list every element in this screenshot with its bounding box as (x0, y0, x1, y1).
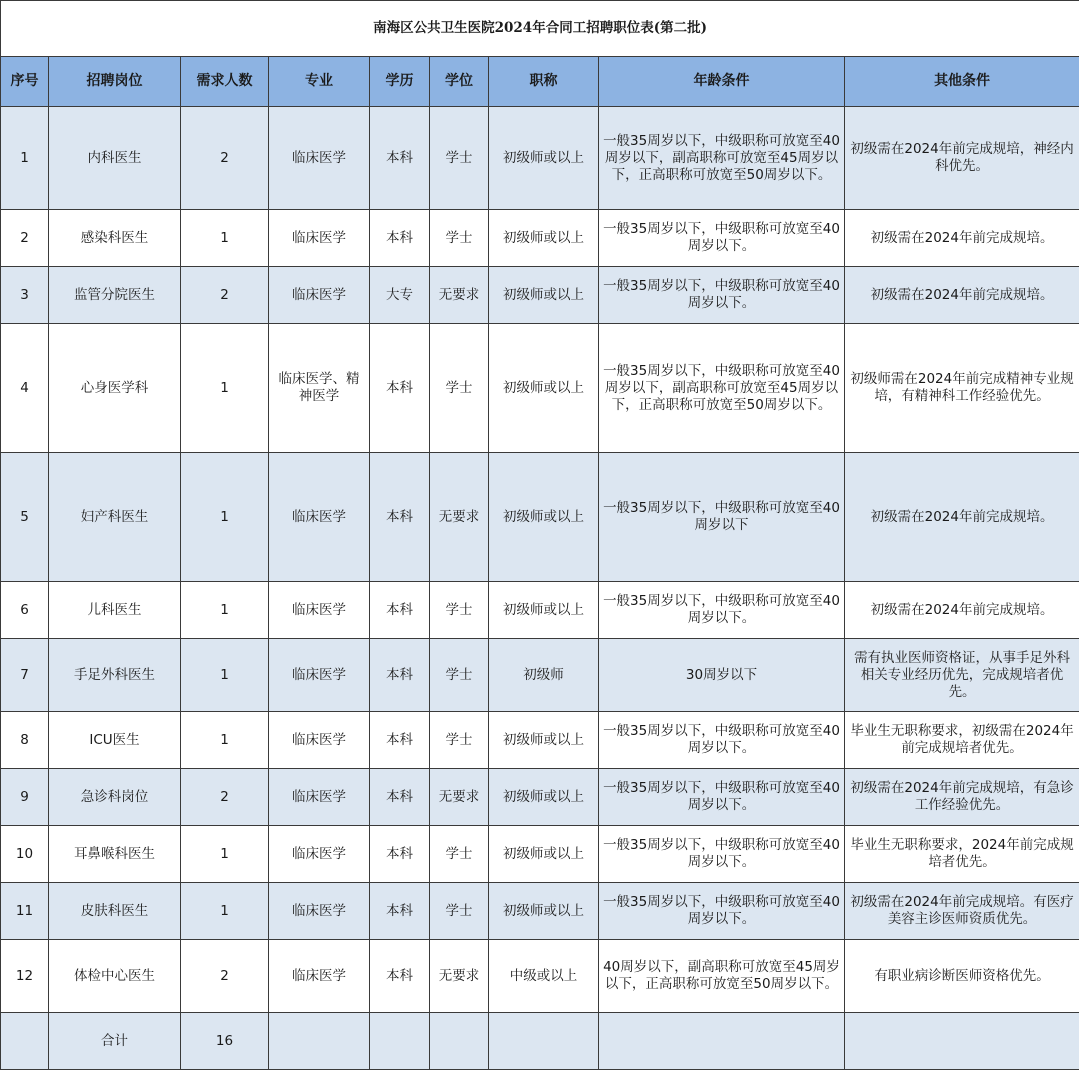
cell-post: ICU医生 (49, 712, 181, 769)
cell-major: 临床医学 (269, 107, 370, 210)
cell-other: 毕业生无职称要求，2024年前完成规培者优先。 (845, 826, 1079, 883)
cell-title: 初级师或以上 (489, 324, 599, 453)
total-empty-no (1, 1013, 49, 1070)
cell-age: 40周岁以下，副高职称可放宽至45周岁以下，正高职称可放宽至50周岁以下。 (599, 940, 845, 1013)
cell-post: 感染科医生 (49, 210, 181, 267)
cell-education: 本科 (370, 769, 430, 826)
cell-major: 临床医学 (269, 582, 370, 639)
cell-count: 1 (181, 639, 269, 712)
cell-count: 1 (181, 712, 269, 769)
cell-no: 12 (1, 940, 49, 1013)
cell-education: 本科 (370, 940, 430, 1013)
cell-other: 初级需在2024年前完成规培。有医疗美容主诊医师资质优先。 (845, 883, 1079, 940)
cell-other: 初级需在2024年前完成规培，神经内科优先。 (845, 107, 1079, 210)
cell-major: 临床医学 (269, 940, 370, 1013)
cell-other: 初级需在2024年前完成规培。 (845, 267, 1079, 324)
total-empty (599, 1013, 845, 1070)
cell-no: 9 (1, 769, 49, 826)
cell-degree: 学士 (430, 712, 489, 769)
header-other: 其他条件 (845, 57, 1079, 107)
total-label: 合计 (49, 1013, 181, 1070)
cell-degree: 学士 (430, 210, 489, 267)
table-row (1, 453, 1079, 582)
cell-title: 初级师或以上 (489, 453, 599, 582)
header-education: 学历 (370, 57, 430, 107)
header-age: 年龄条件 (599, 57, 845, 107)
cell-title: 初级师或以上 (489, 769, 599, 826)
cell-count: 2 (181, 940, 269, 1013)
cell-post: 体检中心医生 (49, 940, 181, 1013)
cell-no: 7 (1, 639, 49, 712)
cell-age: 一般35周岁以下，中级职称可放宽至40周岁以下。 (599, 712, 845, 769)
title-row (1, 1, 1079, 57)
cell-title: 初级师或以上 (489, 267, 599, 324)
cell-title: 初级师或以上 (489, 712, 599, 769)
table-row (1, 582, 1079, 639)
table-row (1, 639, 1079, 712)
header-title: 职称 (489, 57, 599, 107)
cell-degree: 学士 (430, 107, 489, 210)
cell-count: 1 (181, 210, 269, 267)
cell-post: 手足外科医生 (49, 639, 181, 712)
cell-age: 一般35周岁以下，中级职称可放宽至40周岁以下。 (599, 210, 845, 267)
table-row (1, 769, 1079, 826)
cell-major: 临床医学 (269, 769, 370, 826)
cell-major: 临床医学 (269, 267, 370, 324)
cell-education: 本科 (370, 826, 430, 883)
cell-no: 2 (1, 210, 49, 267)
cell-education: 本科 (370, 582, 430, 639)
cell-title: 初级师或以上 (489, 210, 599, 267)
cell-count: 1 (181, 582, 269, 639)
cell-post: 妇产科医生 (49, 453, 181, 582)
cell-education: 本科 (370, 453, 430, 582)
cell-post: 内科医生 (49, 107, 181, 210)
cell-education: 本科 (370, 107, 430, 210)
table-row (1, 712, 1079, 769)
cell-major: 临床医学 (269, 453, 370, 582)
table-title: 南海区公共卫生医院2024年合同工招聘职位表(第二批) (1, 1, 1079, 57)
cell-no: 11 (1, 883, 49, 940)
cell-age: 一般35周岁以下，中级职称可放宽至40周岁以下，副高职称可放宽至45周岁以下，正高职称可放宽至50周岁以下。 (599, 107, 845, 210)
cell-age: 一般35周岁以下，中级职称可放宽至40周岁以下。 (599, 582, 845, 639)
cell-degree: 学士 (430, 582, 489, 639)
cell-major: 临床医学 (269, 826, 370, 883)
cell-no: 3 (1, 267, 49, 324)
total-empty (430, 1013, 489, 1070)
cell-title: 初级师或以上 (489, 826, 599, 883)
header-count: 需求人数 (181, 57, 269, 107)
cell-age: 一般35周岁以下，中级职称可放宽至40周岁以下 (599, 453, 845, 582)
cell-count: 1 (181, 826, 269, 883)
cell-degree: 学士 (430, 883, 489, 940)
cell-education: 本科 (370, 210, 430, 267)
table-row (1, 210, 1079, 267)
cell-major: 临床医学、精神医学 (269, 324, 370, 453)
cell-post: 急诊科岗位 (49, 769, 181, 826)
cell-age: 一般35周岁以下，中级职称可放宽至40周岁以下。 (599, 769, 845, 826)
cell-count: 2 (181, 769, 269, 826)
table-row (1, 826, 1079, 883)
cell-no: 1 (1, 107, 49, 210)
cell-degree: 学士 (430, 324, 489, 453)
cell-count: 1 (181, 883, 269, 940)
header-major: 专业 (269, 57, 370, 107)
cell-no: 10 (1, 826, 49, 883)
cell-count: 1 (181, 324, 269, 453)
cell-post: 监管分院医生 (49, 267, 181, 324)
cell-education: 本科 (370, 883, 430, 940)
cell-no: 4 (1, 324, 49, 453)
cell-major: 临床医学 (269, 883, 370, 940)
table-row (1, 324, 1079, 453)
cell-count: 2 (181, 107, 269, 210)
header-no: 序号 (1, 57, 49, 107)
cell-count: 1 (181, 453, 269, 582)
header-post: 招聘岗位 (49, 57, 181, 107)
cell-no: 8 (1, 712, 49, 769)
table-row (1, 107, 1079, 210)
cell-post: 心身医学科 (49, 324, 181, 453)
cell-age: 30周岁以下 (599, 639, 845, 712)
cell-post: 儿科医生 (49, 582, 181, 639)
cell-education: 本科 (370, 324, 430, 453)
cell-degree: 无要求 (430, 453, 489, 582)
cell-title: 中级或以上 (489, 940, 599, 1013)
cell-other: 初级需在2024年前完成规培。 (845, 210, 1079, 267)
cell-age: 一般35周岁以下，中级职称可放宽至40周岁以下。 (599, 883, 845, 940)
cell-count: 2 (181, 267, 269, 324)
cell-other: 需有执业医师资格证，从事手足外科相关专业经历优先，完成规培者优先。 (845, 639, 1079, 712)
cell-other: 初级师需在2024年前完成精神专业规培，有精神科工作经验优先。 (845, 324, 1079, 453)
table-row (1, 883, 1079, 940)
cell-title: 初级师或以上 (489, 107, 599, 210)
cell-other: 毕业生无职称要求，初级需在2024年前完成规培者优先。 (845, 712, 1079, 769)
cell-no: 6 (1, 582, 49, 639)
cell-age: 一般35周岁以下，中级职称可放宽至40周岁以下。 (599, 826, 845, 883)
cell-other: 初级需在2024年前完成规培。 (845, 453, 1079, 582)
total-count: 16 (181, 1013, 269, 1070)
total-empty (845, 1013, 1079, 1070)
cell-education: 大专 (370, 267, 430, 324)
cell-post: 皮肤科医生 (49, 883, 181, 940)
cell-age: 一般35周岁以下，中级职称可放宽至40周岁以下，副高职称可放宽至45周岁以下，正高职称可放宽至50周岁以下。 (599, 324, 845, 453)
total-empty (489, 1013, 599, 1070)
cell-other: 初级需在2024年前完成规培，有急诊工作经验优先。 (845, 769, 1079, 826)
cell-post: 耳鼻喉科医生 (49, 826, 181, 883)
cell-degree: 学士 (430, 639, 489, 712)
cell-major: 临床医学 (269, 712, 370, 769)
cell-degree: 无要求 (430, 769, 489, 826)
cell-major: 临床医学 (269, 639, 370, 712)
cell-education: 本科 (370, 639, 430, 712)
cell-degree: 无要求 (430, 940, 489, 1013)
header-row (1, 57, 1079, 107)
total-empty (269, 1013, 370, 1070)
cell-no: 5 (1, 453, 49, 582)
cell-age: 一般35周岁以下，中级职称可放宽至40周岁以下。 (599, 267, 845, 324)
cell-other: 初级需在2024年前完成规培。 (845, 582, 1079, 639)
table-row (1, 940, 1079, 1013)
table-row (1, 267, 1079, 324)
cell-degree: 学士 (430, 826, 489, 883)
cell-degree: 无要求 (430, 267, 489, 324)
header-degree: 学位 (430, 57, 489, 107)
cell-title: 初级师 (489, 639, 599, 712)
cell-title: 初级师或以上 (489, 582, 599, 639)
cell-other: 有职业病诊断医师资格优先。 (845, 940, 1079, 1013)
cell-education: 本科 (370, 712, 430, 769)
total-empty (370, 1013, 430, 1070)
total-row (1, 1013, 1079, 1070)
cell-major: 临床医学 (269, 210, 370, 267)
cell-title: 初级师或以上 (489, 883, 599, 940)
